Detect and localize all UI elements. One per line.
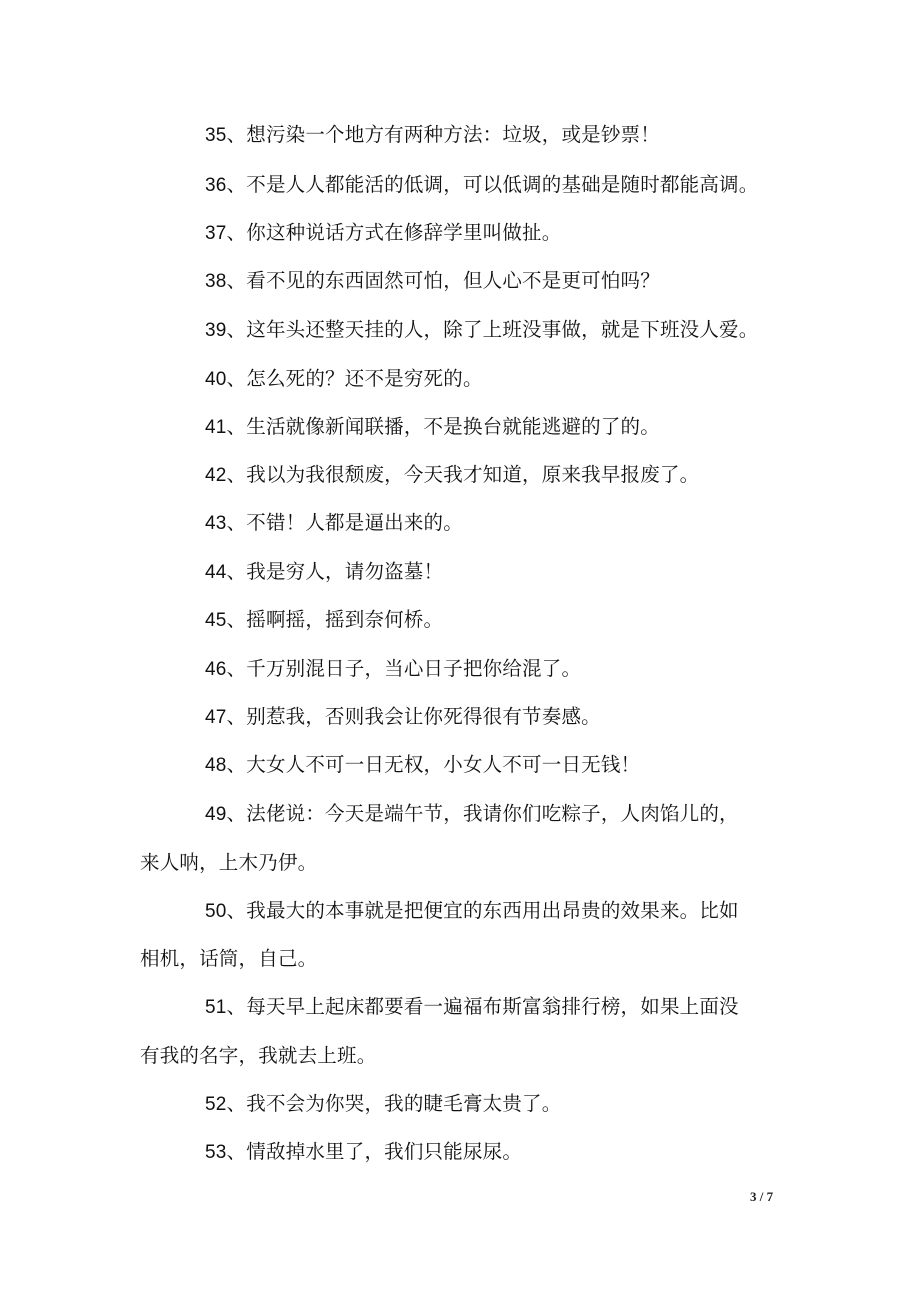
item-text: 、想污染一个地方有两种方法：垃圾，或是钞票！: [226, 123, 660, 146]
item-number: 51: [205, 997, 227, 1018]
item-number: 45: [205, 610, 227, 631]
item-number: 42: [205, 465, 227, 486]
item-number: 38: [205, 271, 227, 292]
item-number: 52: [205, 1094, 227, 1115]
list-item: [205, 366, 483, 393]
item-text: 、这年头还整天挂的人，除了上班没事做，就是下班没人爱。: [226, 318, 759, 341]
item-text: 、你这种说话方式在修辞学里叫做扯。: [226, 221, 562, 244]
item-text: 、不是人人都能活的低调，可以低调的基础是随时都能高调。: [226, 173, 759, 196]
item-text: 、法佬说：今天是端午节，我请你们吃粽子，人肉馅儿的，: [226, 802, 739, 825]
item-text: 、看不见的东西固然可怕，但人心不是更可怕吗？: [226, 269, 660, 292]
item-number: 36: [205, 175, 227, 196]
item-text: 、我是穷人，请勿盗墓！: [226, 560, 444, 583]
item-text: 、怎么死的？还不是穷死的。: [226, 367, 483, 390]
list-item: [205, 704, 601, 731]
item-text: 、每天早上起床都要看一遍福布斯富翁排行榜，如果上面没: [226, 995, 739, 1018]
list-item: [205, 994, 739, 1021]
list-item: [205, 414, 660, 441]
list-item: [205, 462, 699, 489]
list-item: [205, 559, 443, 586]
item-text: 、别惹我，否则我会让你死得很有节奏感。: [226, 705, 601, 728]
item-number: 40: [205, 369, 227, 390]
list-item: [205, 1091, 561, 1118]
item-number: 47: [205, 707, 227, 728]
list-item: [205, 510, 463, 537]
list-item: [205, 317, 758, 344]
list-item: [205, 220, 561, 247]
list-item: [205, 752, 640, 779]
item-text: 、我最大的本事就是把便宜的东西用出昂贵的效果来。比如: [226, 899, 739, 922]
item-text: 、情敌掉水里了，我们只能尿尿。: [226, 1140, 523, 1163]
list-item: [205, 1139, 522, 1166]
item-text: 、生活就像新闻联播，不是换台就能逃避的了的。: [226, 415, 660, 438]
item-number: 37: [205, 223, 227, 244]
item-text: 、我以为我很颓废，今天我才知道，原来我早报废了。: [226, 463, 700, 486]
list-item: [205, 656, 581, 683]
list-item: [205, 172, 758, 199]
list-item: [205, 607, 443, 634]
page-number: 3 / 7: [750, 1189, 774, 1204]
item-text: 、我不会为你哭，我的睫毛膏太贵了。: [226, 1092, 562, 1115]
item-number: 46: [205, 659, 227, 680]
item-number: 44: [205, 562, 227, 583]
item-number: 41: [205, 417, 227, 438]
list-item-continuation: 相机，话筒，自己。: [140, 947, 318, 970]
item-number: 43: [205, 513, 227, 534]
item-number: 53: [205, 1142, 227, 1163]
list-item-continuation: 有我的名字，我就去上班。: [140, 1044, 377, 1067]
item-number: 48: [205, 755, 227, 776]
list-item-continuation: 来人呐，上木乃伊。: [140, 851, 318, 874]
item-text: 、不错！人都是逼出来的。: [226, 511, 463, 534]
list-item: [205, 801, 739, 828]
list-item: [205, 898, 739, 925]
item-text: 、千万别混日子，当心日子把你给混了。: [226, 657, 582, 680]
list-item: [205, 268, 660, 295]
list-item: [205, 122, 660, 149]
item-text: 、摇啊摇，摇到奈何桥。: [226, 608, 444, 631]
item-number: 50: [205, 901, 227, 922]
item-number: 35: [205, 125, 227, 146]
item-number: 49: [205, 804, 227, 825]
item-number: 39: [205, 320, 227, 341]
item-text: 、大女人不可一日无权，小女人不可一日无钱！: [226, 753, 641, 776]
